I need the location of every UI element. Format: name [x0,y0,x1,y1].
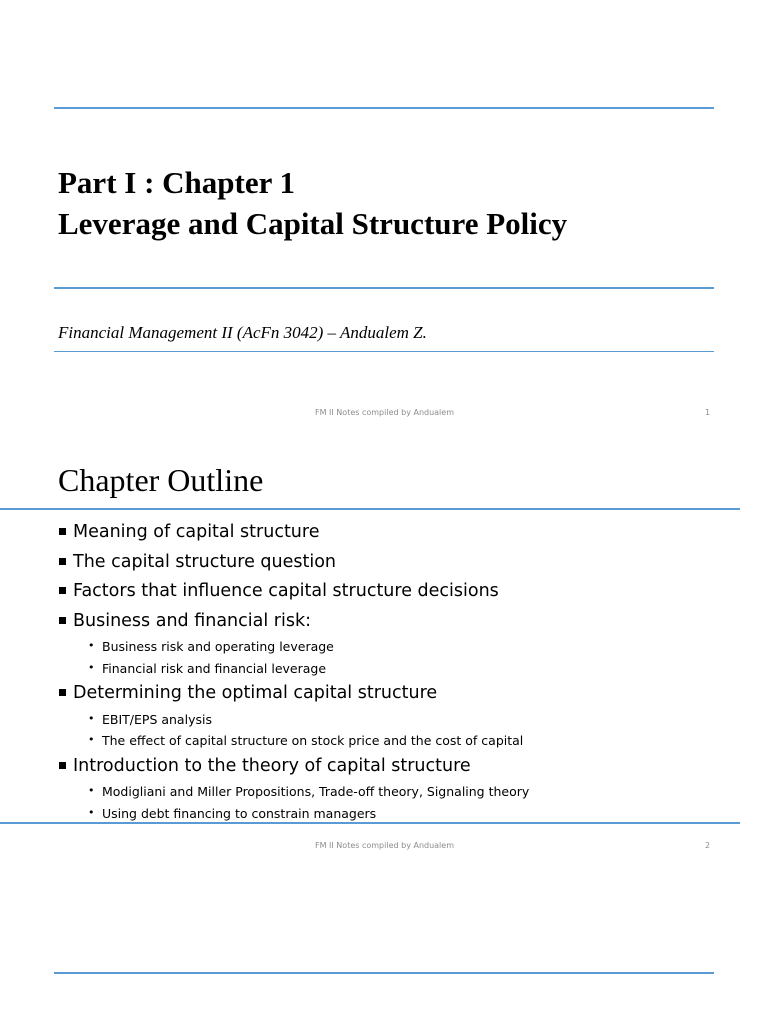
outline-subitem-text: Modigliani and Miller Propositions, Trade-off theory, Signaling theory [102,784,530,799]
slide1-subtitle: Financial Management II (AcFn 3042) – Andualem Z. [58,323,427,342]
chapter-outline-list [58,518,738,824]
slide2-page-number: 2 [705,841,711,850]
round-bullet-icon: • [88,711,95,725]
outline-item [58,607,738,637]
outline-subitem-text: EBIT/EPS analysis [102,711,212,727]
title-underline-rule [54,287,714,289]
slide2-title-rule [0,508,740,510]
outline-item [58,679,738,709]
outline-item-text: Determining the optimal capital structure [73,683,438,703]
top-rule [54,107,714,109]
square-bullet-icon [59,558,66,565]
round-bullet-icon: • [88,733,95,746]
slide2-bottom-rule [0,822,740,824]
round-bullet-icon: • [88,660,95,674]
outline-item [58,752,738,782]
round-bullet-icon: • [88,784,95,797]
square-bullet-icon [59,762,66,769]
outline-item [58,577,738,607]
square-bullet-icon [59,528,66,535]
outline-item-text: Business and financial risk: [73,610,311,631]
slide1-footer: FM II Notes compiled by Andualem [315,408,454,417]
slide2-footer: FM II Notes compiled by Andualem [315,841,454,850]
outline-subitem-text: Using debt financing to constrain managers [102,805,377,821]
outline-item-text: Introduction to the theory of capital structure [73,755,471,776]
outline-subitem [58,730,738,752]
outline-subitem [58,781,738,803]
round-bullet-icon: • [88,639,95,652]
square-bullet-icon [59,689,66,696]
square-bullet-icon [59,587,66,594]
slide2-title: Chapter Outline [58,462,264,498]
outline-item [58,518,738,548]
outline-subitem [58,803,738,825]
outline-item [58,548,738,578]
square-bullet-icon [59,617,66,624]
outline-subitem-text: Financial risk and financial leverage [102,660,327,676]
outline-item-text: Meaning of capital structure [73,522,320,542]
outline-subitem-text: Business risk and operating leverage [102,639,334,654]
slide1-title [58,162,567,244]
title-line-2: Leverage and Capital Structure Policy [58,206,568,241]
outline-item-text: Factors that influence capital structure decisions [73,581,499,601]
outline-item-text: The capital structure question [73,551,337,572]
outline-subitem [58,709,738,731]
round-bullet-icon: • [88,805,95,819]
slide3-top-rule [54,972,714,974]
subtitle-underline-rule [54,351,714,352]
outline-subitem-text: The effect of capital structure on stock price and the cost of capital [102,733,524,748]
outline-subitem [58,658,738,680]
title-line-1: Part I : Chapter 1 [58,165,296,200]
slide1-page-number: 1 [705,408,711,417]
outline-subitem [58,636,738,658]
